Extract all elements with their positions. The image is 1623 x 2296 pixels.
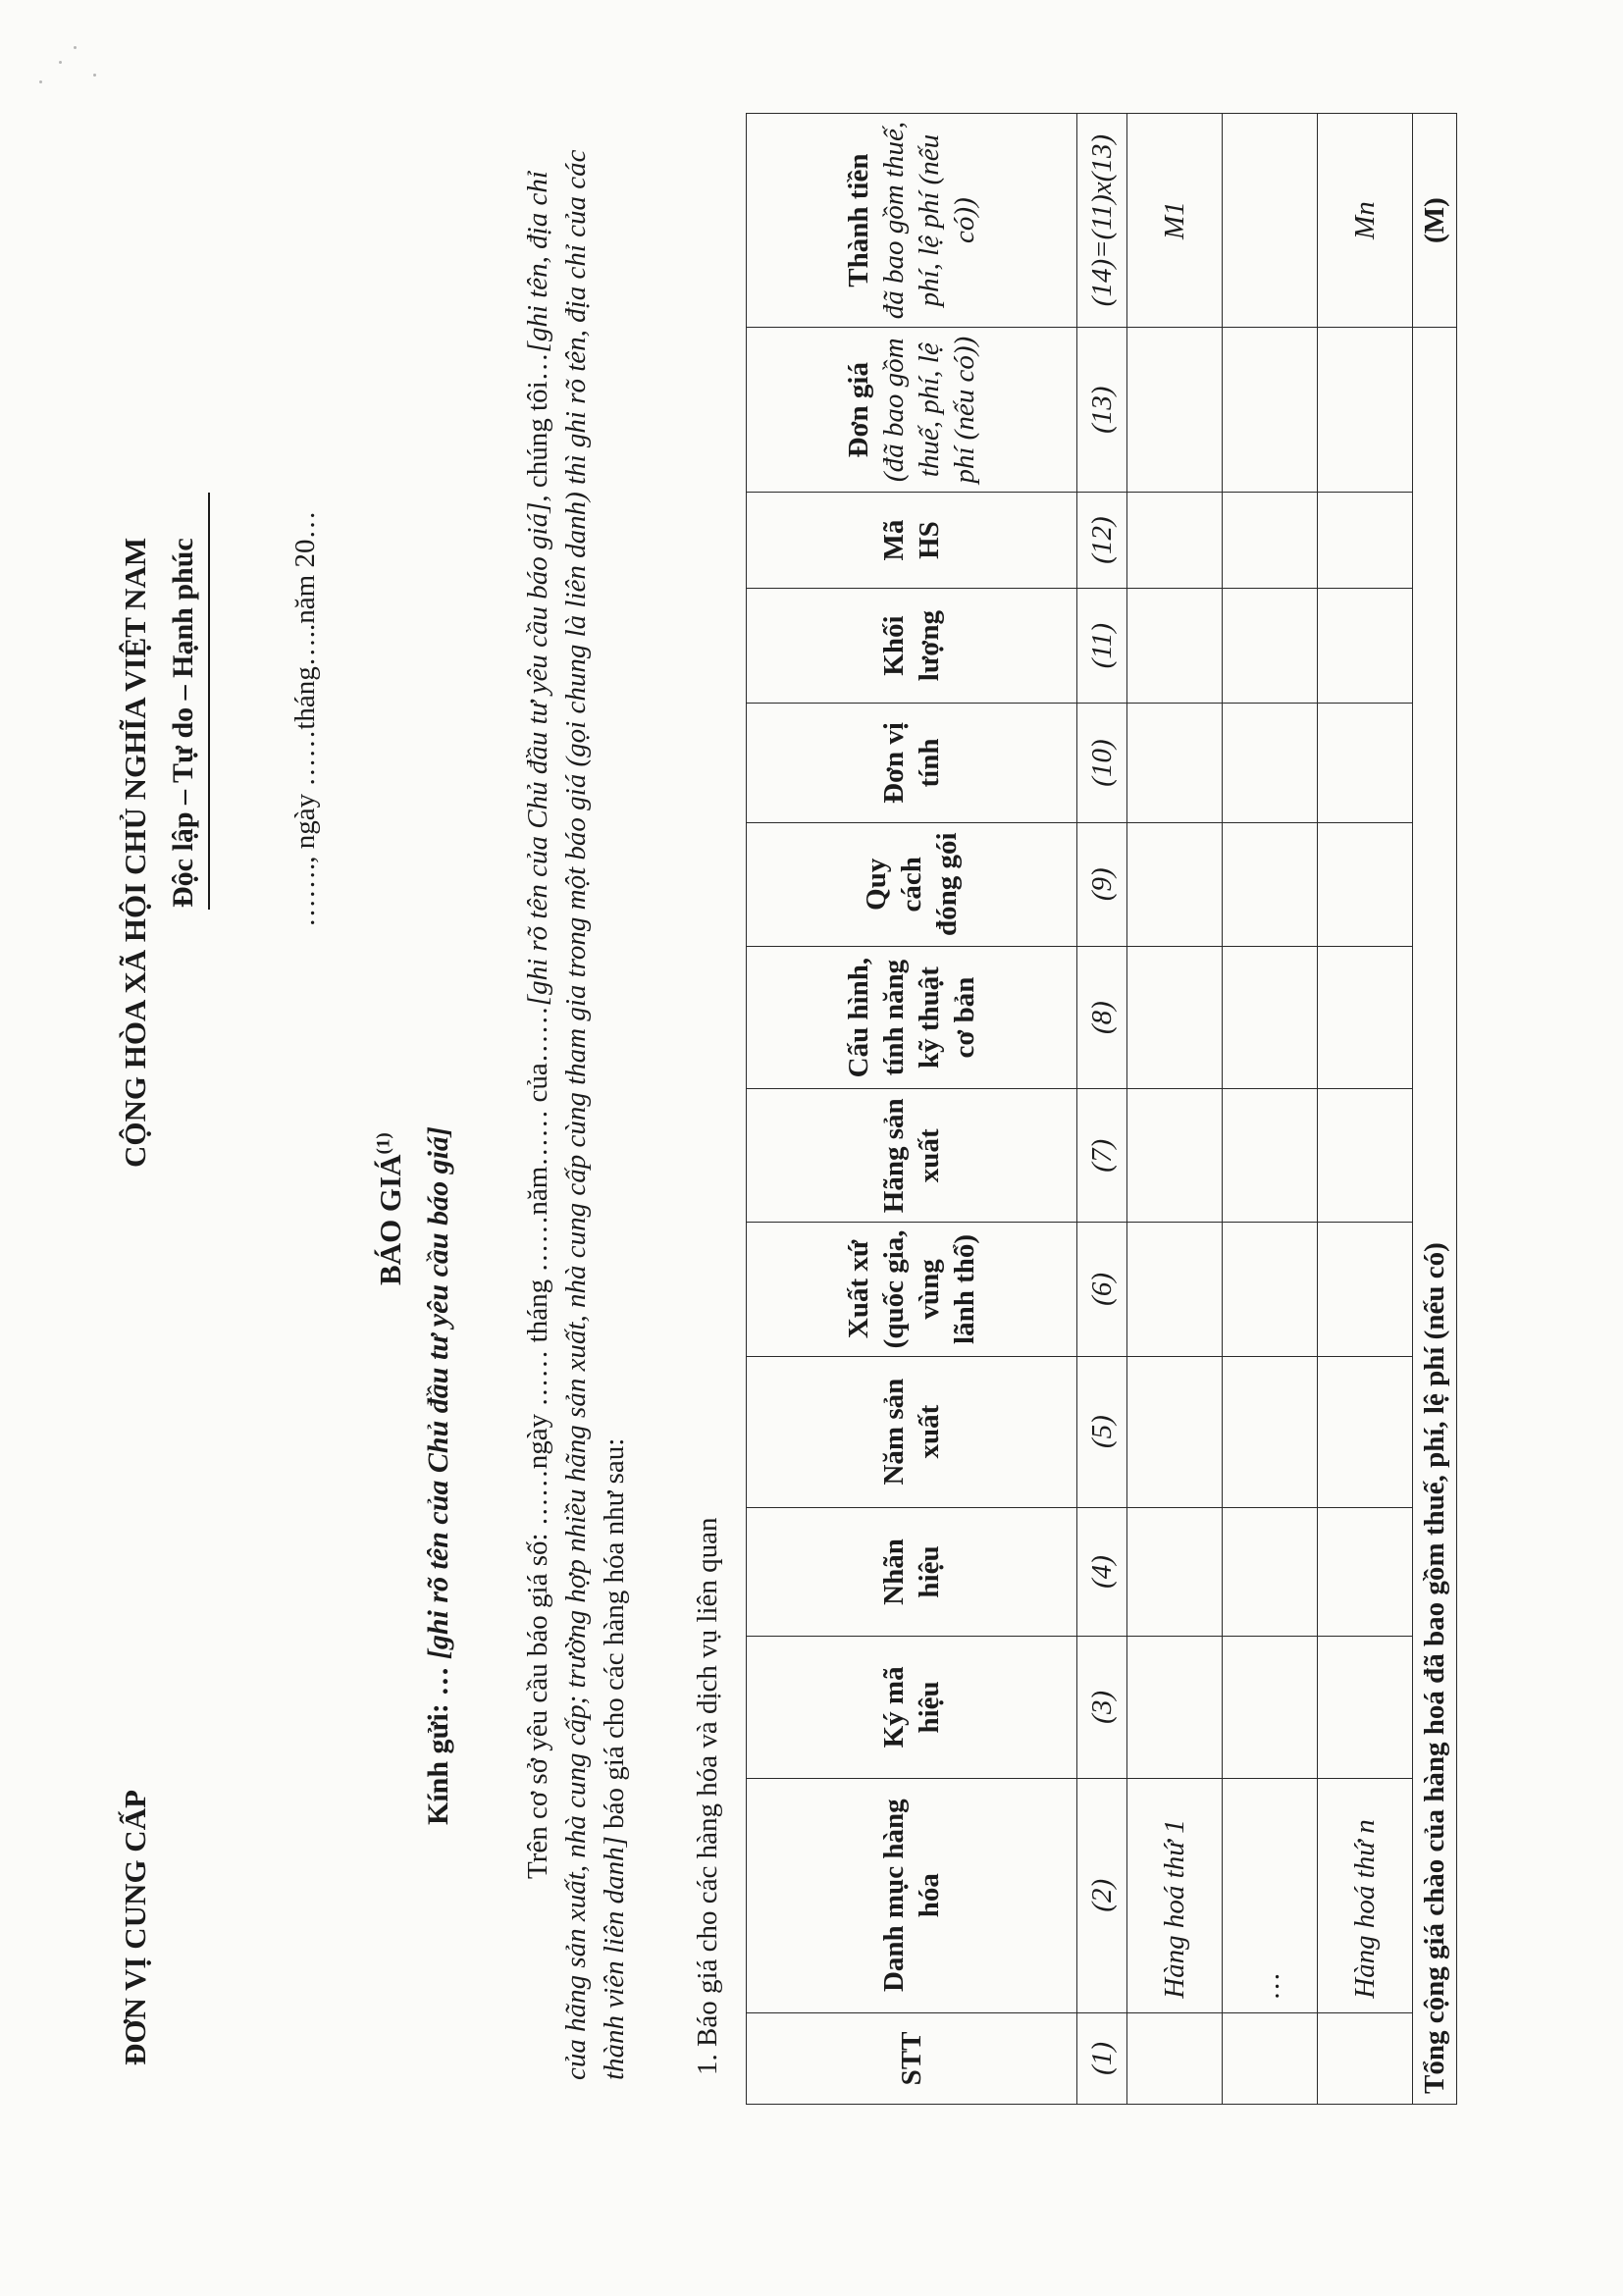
col-header: Ký mã hiệu xyxy=(747,1637,1077,1778)
item-name: … xyxy=(1223,1778,1318,2012)
col-header: Cấu hình, tính năng kỹ thuật cơ bản xyxy=(747,946,1077,1088)
scan-speck xyxy=(93,74,96,77)
national-title: CỘNG HÒA XÃ HỘI CHỦ NGHĨA VIỆT NAM xyxy=(118,537,152,1168)
index-cell: (9) xyxy=(1077,822,1127,946)
intro-part-2: [ghi rõ tên của Chủ đầu tư yêu cầu báo giá] xyxy=(522,501,553,1007)
col-header-unit-price xyxy=(747,328,1077,493)
unit-price-note: (đã bao gồm thuế, phí, lệ phí (nếu có)) xyxy=(878,336,980,484)
supplier-org-name: ĐƠN VỊ CUNG CẤP xyxy=(118,1789,152,2065)
column-index-row xyxy=(1077,114,1127,2105)
table-row xyxy=(1223,114,1318,2105)
index-cell: (5) xyxy=(1077,1356,1127,1507)
index-cell: (13) xyxy=(1077,328,1127,493)
index-cell: (14)=(11)x(13) xyxy=(1077,114,1127,328)
index-cell: (2) xyxy=(1077,1778,1127,2012)
col-header: Đơn vị tính xyxy=(747,704,1077,822)
document-title xyxy=(373,1132,408,1285)
scan-speck xyxy=(39,80,42,83)
col-header: Khối lượng xyxy=(747,588,1077,704)
intro-part-4: [ghi tên, địa chỉ của hãng sản xuất, nhà cung cấp; trường hợp nhiều hãng sản xuất, nhà cung cấp cùng tham gia trong một báo giá (gọi chung là liên danh) thì ghi rõ tên, địa chỉ của các thành viên liên danh] xyxy=(522,149,630,2080)
item-amount: M1 xyxy=(1127,114,1223,328)
header-row xyxy=(747,114,1077,2105)
col-header: Danh mục hàng hóa xyxy=(747,1778,1077,2012)
table-row xyxy=(1318,114,1413,2105)
col-header: Mã HS xyxy=(747,493,1077,588)
index-cell: (11) xyxy=(1077,588,1127,704)
quotation-table xyxy=(746,113,1457,2105)
footnote-marker: (1) xyxy=(373,1132,394,1155)
intro-part-3: , chúng tôi… xyxy=(522,352,553,502)
intro-paragraph xyxy=(519,128,634,2080)
amount-title: Thành tiền xyxy=(843,153,874,287)
recipient-placeholder: [ghi rõ tên của Chủ đầu tư yêu cầu báo giá] xyxy=(422,1126,454,1660)
date-line: ……., ngày ……tháng…..năm 20… xyxy=(289,510,321,927)
col-header: Hãng sản xuất xyxy=(747,1089,1077,1223)
title-text: BÁO GIÁ xyxy=(373,1154,407,1285)
item-name: Hàng hoá thứ n xyxy=(1318,1778,1413,2012)
col-header: Quy cách đóng gói xyxy=(747,822,1077,946)
national-motto: Độc lập – Tự do – Hạnh phúc xyxy=(167,538,199,908)
item-amount xyxy=(1223,114,1318,328)
index-cell: (6) xyxy=(1077,1223,1127,1356)
index-cell: (4) xyxy=(1077,1507,1127,1636)
col-header: STT xyxy=(747,2012,1077,2104)
index-cell: (3) xyxy=(1077,1637,1127,1778)
index-cell: (8) xyxy=(1077,946,1127,1088)
item-name: Hàng hoá thứ 1 xyxy=(1127,1778,1223,2012)
motto-underline xyxy=(208,493,210,910)
recipient-label: Kính gửi: … xyxy=(422,1666,454,1825)
scan-speck xyxy=(74,46,77,49)
table-row xyxy=(1127,114,1223,2105)
total-label: Tổng cộng giá chào của hàng hoá đã bao gồm thuế, phí, lệ phí (nếu có) xyxy=(1413,328,1457,2105)
index-cell: (12) xyxy=(1077,493,1127,588)
intro-part-1: Trên cơ sở yêu cầu báo giá số: ……ngày …… tháng ……năm…… của…… xyxy=(522,1006,553,1879)
index-cell: (1) xyxy=(1077,2012,1127,2104)
recipient-line xyxy=(422,1126,455,1825)
col-header-amount xyxy=(747,114,1077,328)
intro-part-5: báo giá cho các hàng hóa như sau: xyxy=(599,1437,630,1837)
scan-speck xyxy=(59,61,62,64)
col-header: Xuất xứ (quốc gia, vùng lãnh thổ) xyxy=(747,1223,1077,1356)
total-value: (M) xyxy=(1413,114,1457,328)
total-row xyxy=(1413,114,1457,2105)
unit-price-title: Đơn giá xyxy=(843,362,874,458)
index-cell: (7) xyxy=(1077,1089,1127,1223)
item-amount: Mn xyxy=(1318,114,1413,328)
col-header: Năm sản xuất xyxy=(747,1356,1077,1507)
section-heading: 1. Báo giá cho các hàng hóa và dịch vụ liên quan xyxy=(692,1517,723,2075)
amount-note: đã bao gồm thuế, phí, lệ phí (nếu có)) xyxy=(878,121,980,320)
index-cell: (10) xyxy=(1077,704,1127,822)
col-header: Nhãn hiệu xyxy=(747,1507,1077,1636)
